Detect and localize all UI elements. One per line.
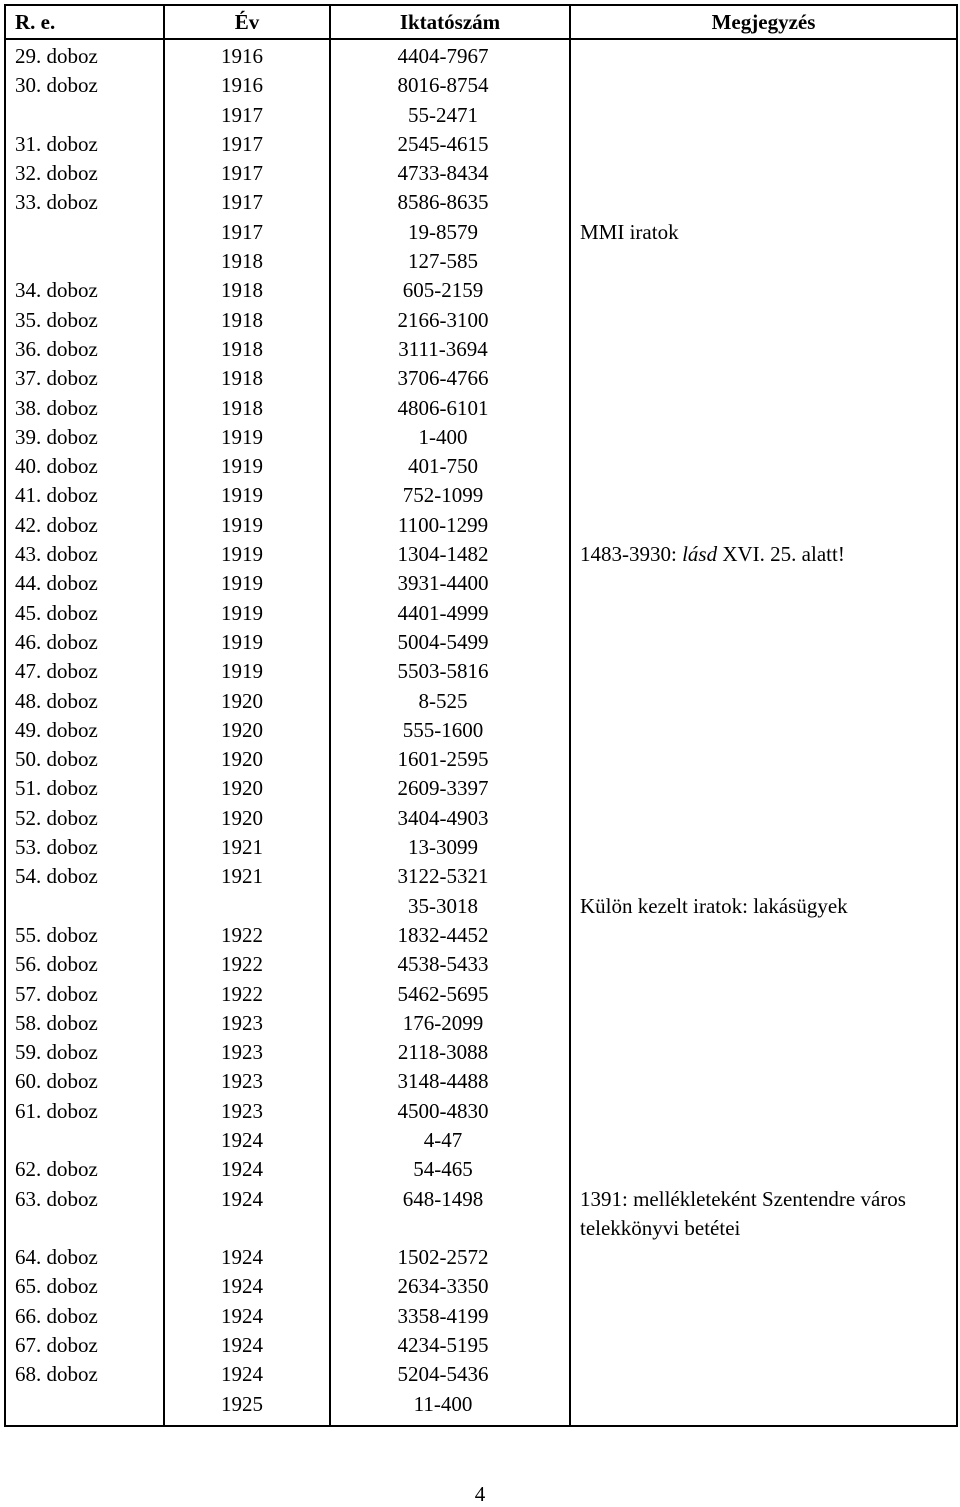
box-cell: 51. doboz <box>5 774 164 803</box>
year-cell: 1919 <box>164 599 330 628</box>
box-cell: 35. doboz <box>5 306 164 335</box>
file-number-cell: 5204-5436 <box>330 1360 570 1389</box>
box-cell: 63. doboz <box>5 1185 164 1244</box>
note-cell <box>570 657 957 686</box>
table-row <box>5 1038 957 1067</box>
file-number-cell: 4401-4999 <box>330 599 570 628</box>
box-cell: 46. doboz <box>5 628 164 657</box>
file-number-cell: 752-1099 <box>330 481 570 510</box>
file-number-cell: 3706-4766 <box>330 364 570 393</box>
note-cell <box>570 394 957 423</box>
note-cell: MMI iratok <box>570 218 957 247</box>
year-cell: 1916 <box>164 71 330 100</box>
register-table <box>4 4 958 1427</box>
box-cell: 57. doboz <box>5 980 164 1009</box>
table-row <box>5 804 957 833</box>
box-cell: 43. doboz <box>5 540 164 569</box>
year-cell: 1924 <box>164 1126 330 1155</box>
year-cell: 1924 <box>164 1331 330 1360</box>
year-cell: 1923 <box>164 1067 330 1096</box>
table-row <box>5 833 957 862</box>
note-cell <box>570 628 957 657</box>
file-number-cell: 19-8579 <box>330 218 570 247</box>
file-number-cell: 1304-1482 <box>330 540 570 569</box>
note-text: 1483-3930: <box>580 542 683 567</box>
table-body <box>5 39 957 1426</box>
table-row <box>5 950 957 979</box>
year-cell: 1919 <box>164 423 330 452</box>
box-cell: 38. doboz <box>5 394 164 423</box>
box-cell: 59. doboz <box>5 1038 164 1067</box>
year-cell: 1924 <box>164 1272 330 1301</box>
file-number-cell: 13-3099 <box>330 833 570 862</box>
box-cell: 45. doboz <box>5 599 164 628</box>
year-cell: 1921 <box>164 862 330 891</box>
note-cell <box>570 452 957 481</box>
box-cell <box>5 101 164 130</box>
note-cell <box>570 101 957 130</box>
table-row <box>5 774 957 803</box>
table-row <box>5 1272 957 1301</box>
table-row <box>5 980 957 1009</box>
box-cell: 44. doboz <box>5 569 164 598</box>
note-cell <box>570 833 957 862</box>
table-row <box>5 423 957 452</box>
table-row <box>5 892 957 921</box>
box-cell: 67. doboz <box>5 1331 164 1360</box>
box-cell: 48. doboz <box>5 687 164 716</box>
table-row <box>5 394 957 423</box>
file-number-cell: 1100-1299 <box>330 511 570 540</box>
box-cell: 40. doboz <box>5 452 164 481</box>
box-cell: 52. doboz <box>5 804 164 833</box>
note-cell <box>570 39 957 71</box>
table-row <box>5 159 957 188</box>
note-cell <box>570 1331 957 1360</box>
header-file-number: Iktatószám <box>330 5 570 39</box>
note-cell <box>570 1097 957 1126</box>
table-row <box>5 921 957 950</box>
note-cell <box>570 950 957 979</box>
note-cell <box>570 1155 957 1184</box>
box-cell <box>5 247 164 276</box>
note-cell <box>570 130 957 159</box>
year-cell: 1920 <box>164 687 330 716</box>
table-row <box>5 218 957 247</box>
file-number-cell: 4234-5195 <box>330 1331 570 1360</box>
box-cell: 64. doboz <box>5 1243 164 1272</box>
note-cell <box>570 71 957 100</box>
box-cell: 58. doboz <box>5 1009 164 1038</box>
box-cell: 60. doboz <box>5 1067 164 1096</box>
file-number-cell: 1601-2595 <box>330 745 570 774</box>
note-cell <box>570 687 957 716</box>
box-cell: 54. doboz <box>5 862 164 891</box>
table-row <box>5 39 957 71</box>
file-number-cell: 2634-3350 <box>330 1272 570 1301</box>
header-year: Év <box>164 5 330 39</box>
file-number-cell: 4538-5433 <box>330 950 570 979</box>
file-number-cell: 127-585 <box>330 247 570 276</box>
table-row <box>5 1009 957 1038</box>
note-cell <box>570 745 957 774</box>
table-row <box>5 1185 957 1244</box>
note-cell <box>570 423 957 452</box>
file-number-cell: 3404-4903 <box>330 804 570 833</box>
file-number-cell: 1832-4452 <box>330 921 570 950</box>
year-cell: 1920 <box>164 745 330 774</box>
file-number-cell: 5503-5816 <box>330 657 570 686</box>
file-number-cell: 401-750 <box>330 452 570 481</box>
year-cell: 1917 <box>164 188 330 217</box>
year-cell: 1924 <box>164 1185 330 1244</box>
year-cell: 1922 <box>164 980 330 1009</box>
table-row <box>5 130 957 159</box>
year-cell: 1918 <box>164 247 330 276</box>
table-row <box>5 599 957 628</box>
file-number-cell: 555-1600 <box>330 716 570 745</box>
note-cell <box>570 511 957 540</box>
table-row <box>5 1097 957 1126</box>
box-cell: 42. doboz <box>5 511 164 540</box>
note-cell <box>570 306 957 335</box>
file-number-cell: 648-1498 <box>330 1185 570 1244</box>
table-row <box>5 276 957 305</box>
file-number-cell: 8586-8635 <box>330 188 570 217</box>
file-number-cell: 2609-3397 <box>330 774 570 803</box>
table-row <box>5 306 957 335</box>
table-row <box>5 188 957 217</box>
file-number-cell: 3931-4400 <box>330 569 570 598</box>
year-cell: 1918 <box>164 306 330 335</box>
box-cell: 49. doboz <box>5 716 164 745</box>
year-cell: 1919 <box>164 628 330 657</box>
note-emphasis: lásd <box>682 542 718 567</box>
file-number-cell: 2118-3088 <box>330 1038 570 1067</box>
box-cell <box>5 1126 164 1155</box>
box-cell: 47. doboz <box>5 657 164 686</box>
table-row <box>5 540 957 569</box>
table-row <box>5 335 957 364</box>
note-cell <box>570 188 957 217</box>
note-cell <box>570 540 957 569</box>
header-reference: R. e. <box>5 5 164 39</box>
box-cell <box>5 892 164 921</box>
file-number-cell: 55-2471 <box>330 101 570 130</box>
note-cell <box>570 1302 957 1331</box>
year-cell: 1923 <box>164 1009 330 1038</box>
box-cell: 53. doboz <box>5 833 164 862</box>
box-cell: 32. doboz <box>5 159 164 188</box>
year-cell <box>164 892 330 921</box>
table-row <box>5 1155 957 1184</box>
table-row <box>5 101 957 130</box>
table-row <box>5 745 957 774</box>
year-cell: 1917 <box>164 101 330 130</box>
year-cell: 1922 <box>164 921 330 950</box>
year-cell: 1919 <box>164 511 330 540</box>
page-number: 4 <box>474 1482 486 1506</box>
note-cell <box>570 1009 957 1038</box>
note-text: XVI. 25. alatt! <box>717 542 845 567</box>
file-number-cell: 54-465 <box>330 1155 570 1184</box>
year-cell: 1918 <box>164 364 330 393</box>
year-cell: 1918 <box>164 276 330 305</box>
year-cell: 1918 <box>164 335 330 364</box>
file-number-cell: 4500-4830 <box>330 1097 570 1126</box>
table-row <box>5 716 957 745</box>
file-number-cell: 11-400 <box>330 1390 570 1426</box>
note-cell <box>570 1360 957 1389</box>
box-cell: 31. doboz <box>5 130 164 159</box>
note-cell <box>570 921 957 950</box>
year-cell: 1924 <box>164 1302 330 1331</box>
year-cell: 1919 <box>164 569 330 598</box>
year-cell: 1923 <box>164 1097 330 1126</box>
note-cell <box>570 1038 957 1067</box>
box-cell <box>5 218 164 247</box>
year-cell: 1921 <box>164 833 330 862</box>
note-cell <box>570 159 957 188</box>
table-row <box>5 511 957 540</box>
box-cell: 66. doboz <box>5 1302 164 1331</box>
file-number-cell: 3111-3694 <box>330 335 570 364</box>
table-row <box>5 1067 957 1096</box>
file-number-cell: 2166-3100 <box>330 306 570 335</box>
year-cell: 1917 <box>164 130 330 159</box>
year-cell: 1919 <box>164 481 330 510</box>
file-number-cell: 4404-7967 <box>330 39 570 71</box>
file-number-cell: 5462-5695 <box>330 980 570 1009</box>
file-number-cell: 3358-4199 <box>330 1302 570 1331</box>
year-cell: 1924 <box>164 1155 330 1184</box>
table-row <box>5 71 957 100</box>
box-cell: 29. doboz <box>5 39 164 71</box>
box-cell: 30. doboz <box>5 71 164 100</box>
box-cell: 41. doboz <box>5 481 164 510</box>
file-number-cell: 5004-5499 <box>330 628 570 657</box>
year-cell: 1920 <box>164 774 330 803</box>
file-number-cell: 176-2099 <box>330 1009 570 1038</box>
table-row <box>5 1126 957 1155</box>
note-cell <box>570 569 957 598</box>
year-cell: 1920 <box>164 716 330 745</box>
table-row <box>5 452 957 481</box>
table-row <box>5 1360 957 1389</box>
note-cell <box>570 1390 957 1426</box>
box-cell: 56. doboz <box>5 950 164 979</box>
note-cell <box>570 481 957 510</box>
note-cell <box>570 862 957 891</box>
box-cell: 33. doboz <box>5 188 164 217</box>
table-row <box>5 657 957 686</box>
table-row <box>5 1302 957 1331</box>
year-cell: 1919 <box>164 452 330 481</box>
file-number-cell: 2545-4615 <box>330 130 570 159</box>
table-row <box>5 1390 957 1426</box>
table-header-row <box>5 5 957 39</box>
year-cell: 1924 <box>164 1243 330 1272</box>
table-row <box>5 247 957 276</box>
file-number-cell: 4733-8434 <box>330 159 570 188</box>
file-number-cell: 605-2159 <box>330 276 570 305</box>
table-row <box>5 687 957 716</box>
file-number-cell: 8-525 <box>330 687 570 716</box>
note-cell <box>570 1126 957 1155</box>
box-cell: 34. doboz <box>5 276 164 305</box>
box-cell: 61. doboz <box>5 1097 164 1126</box>
box-cell: 37. doboz <box>5 364 164 393</box>
box-cell: 65. doboz <box>5 1272 164 1301</box>
file-number-cell: 4806-6101 <box>330 394 570 423</box>
box-cell: 55. doboz <box>5 921 164 950</box>
box-cell: 36. doboz <box>5 335 164 364</box>
note-cell <box>570 1067 957 1096</box>
note-cell <box>570 1272 957 1301</box>
note-cell <box>570 980 957 1009</box>
note-cell <box>570 335 957 364</box>
year-cell: 1918 <box>164 394 330 423</box>
year-cell: 1924 <box>164 1360 330 1389</box>
year-cell: 1916 <box>164 39 330 71</box>
file-number-cell: 1502-2572 <box>330 1243 570 1272</box>
table-row <box>5 1243 957 1272</box>
file-number-cell: 4-47 <box>330 1126 570 1155</box>
year-cell: 1922 <box>164 950 330 979</box>
note-cell <box>570 599 957 628</box>
note-cell <box>570 716 957 745</box>
file-number-cell: 3122-5321 <box>330 862 570 891</box>
box-cell: 62. doboz <box>5 1155 164 1184</box>
year-cell: 1919 <box>164 540 330 569</box>
note-cell <box>570 247 957 276</box>
note-cell: 1391: mellékleteként Szentendre város telekkönyvi betétei <box>570 1185 957 1244</box>
note-cell <box>570 804 957 833</box>
note-cell <box>570 276 957 305</box>
box-cell: 68. doboz <box>5 1360 164 1389</box>
file-number-cell: 8016-8754 <box>330 71 570 100</box>
table-row <box>5 364 957 393</box>
note-cell <box>570 774 957 803</box>
year-cell: 1920 <box>164 804 330 833</box>
box-cell: 39. doboz <box>5 423 164 452</box>
table-row <box>5 862 957 891</box>
header-note: Megjegyzés <box>570 5 957 39</box>
year-cell: 1925 <box>164 1390 330 1426</box>
table-row <box>5 628 957 657</box>
table-row <box>5 1331 957 1360</box>
file-number-cell: 1-400 <box>330 423 570 452</box>
table-row <box>5 481 957 510</box>
year-cell: 1917 <box>164 218 330 247</box>
note-cell <box>570 364 957 393</box>
file-number-cell: 3148-4488 <box>330 1067 570 1096</box>
note-cell: Külön kezelt iratok: lakásügyek <box>570 892 957 921</box>
table-row <box>5 569 957 598</box>
box-cell <box>5 1390 164 1426</box>
box-cell: 50. doboz <box>5 745 164 774</box>
year-cell: 1917 <box>164 159 330 188</box>
file-number-cell: 35-3018 <box>330 892 570 921</box>
year-cell: 1923 <box>164 1038 330 1067</box>
note-cell <box>570 1243 957 1272</box>
year-cell: 1919 <box>164 657 330 686</box>
